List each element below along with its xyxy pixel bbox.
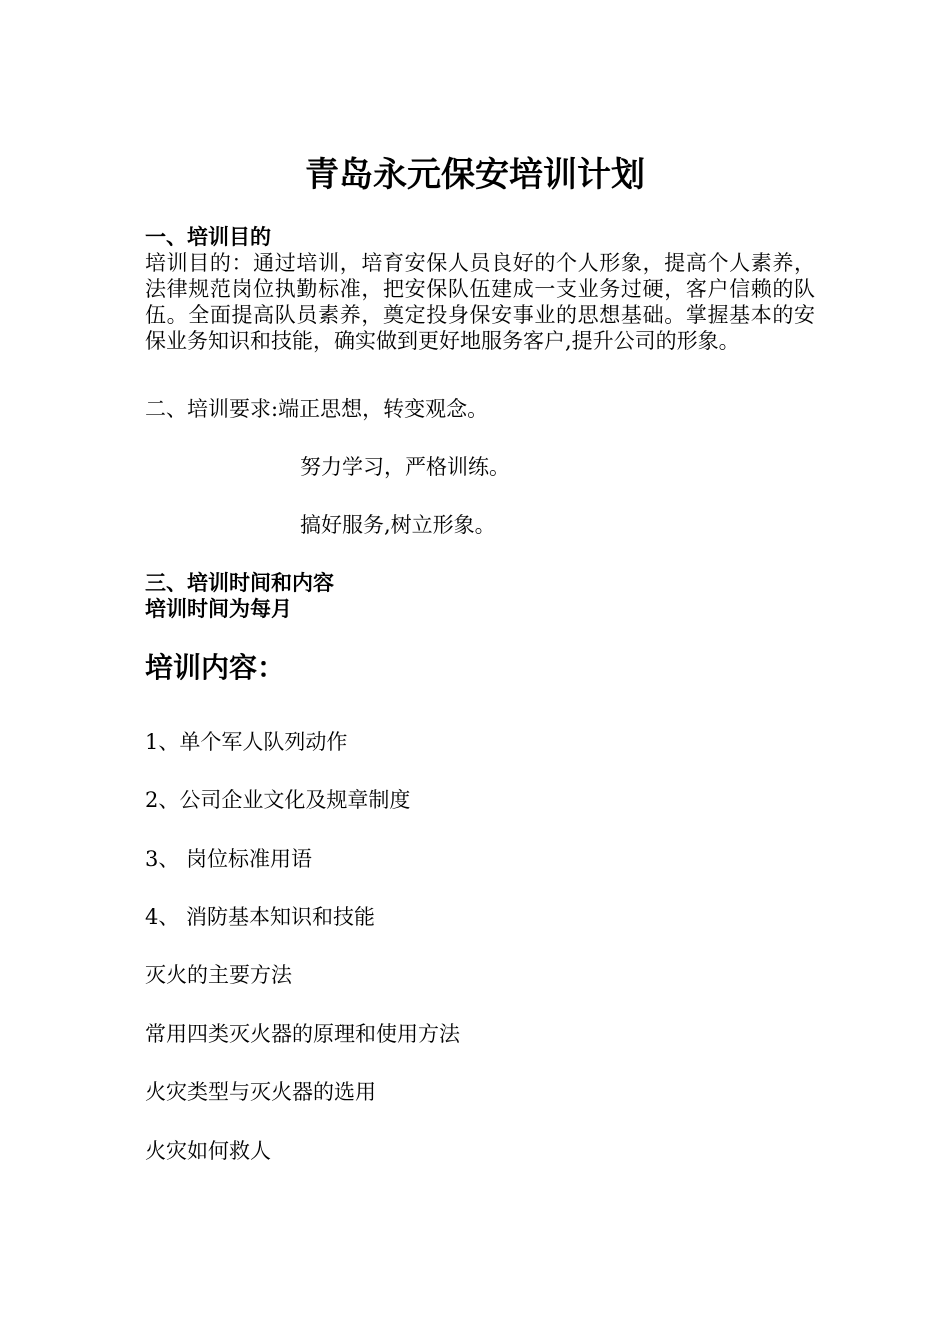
- section-3-time: 培训时间为每月: [145, 596, 292, 621]
- document-title: 青岛永元保安培训计划: [305, 155, 645, 195]
- section-2-requirement-line-1: 二、培训要求:端正思想，转变观念。: [145, 397, 489, 421]
- section-1-heading: 一、培训目的: [145, 224, 271, 249]
- list-item: 灭火的主要方法: [145, 963, 292, 987]
- section-2-requirement-line-2: 努力学习，严格训练。: [300, 455, 510, 479]
- list-item: 4、 消防基本知识和技能: [145, 905, 376, 929]
- content-heading: 培训内容：: [145, 651, 286, 684]
- list-item: 3、 岗位标准用语: [145, 847, 313, 871]
- list-item: 2、公司企业文化及规章制度: [145, 788, 411, 812]
- list-item: 火灾类型与灭火器的选用: [145, 1080, 376, 1104]
- list-item: 常用四类灭火器的原理和使用方法: [145, 1022, 460, 1046]
- section-2-requirement-line-3: 搞好服务,树立形象。: [300, 513, 496, 537]
- list-item: 火灾如何救人: [145, 1139, 271, 1163]
- list-item: 1、单个军人队列动作: [145, 730, 348, 754]
- section-3-heading: 三、培训时间和内容: [145, 570, 334, 595]
- section-1-body: 培训目的：通过培训，培育安保人员良好的个人形象，提高个人素养，法律规范岗位执勤标准，把安保队伍建成一支业务过硬，客户信赖的队伍。全面提高队员素养，奠定投身保安事业的思想基础。掌握基本的安保业务知识和技能，确实做到更好地服务客户,提升公司的形象。: [145, 251, 815, 353]
